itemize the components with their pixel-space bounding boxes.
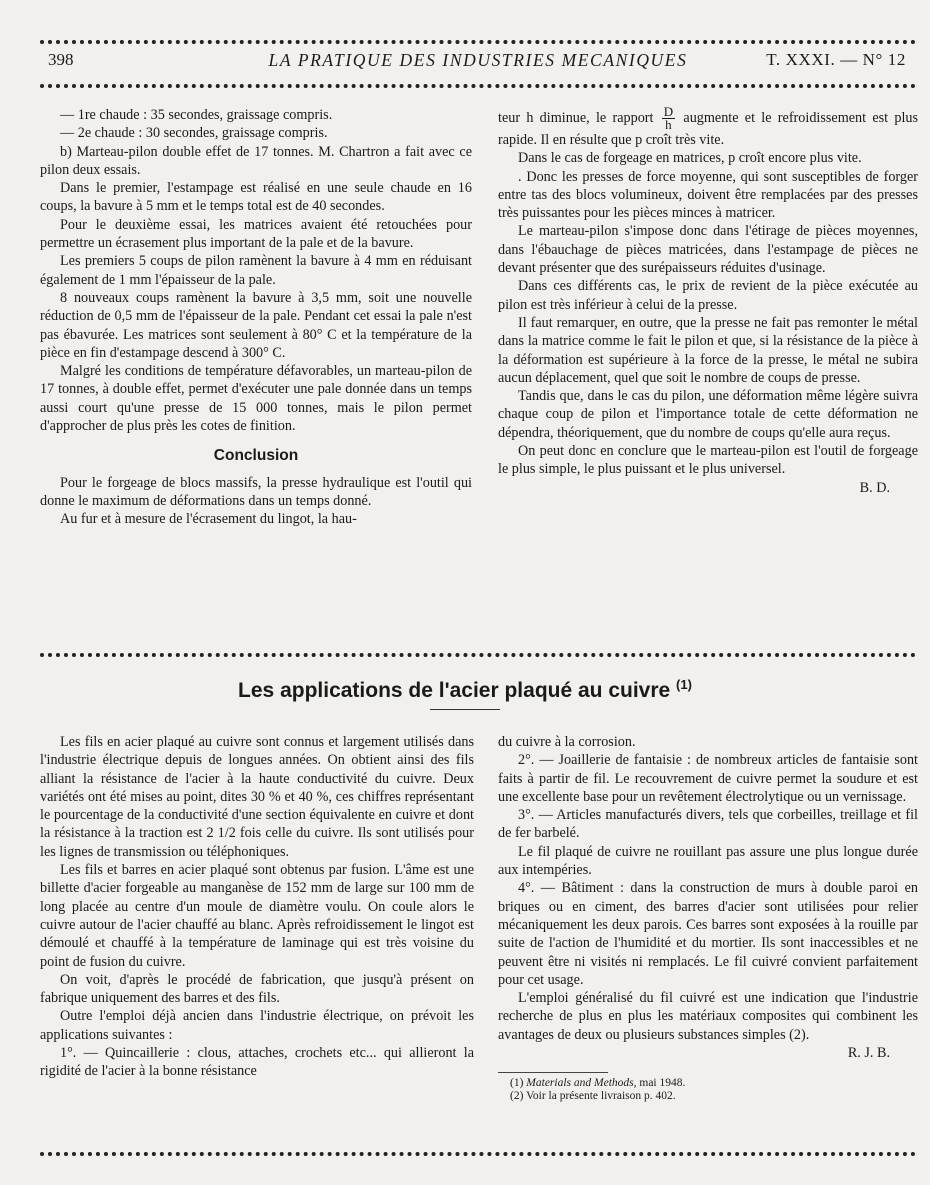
page-bottom-rule bbox=[40, 1152, 916, 1160]
paragraph: Au fur et à mesure de l'écrasement du lingot, la hau- bbox=[60, 511, 357, 528]
paragraph: Le fil plaqué de cuivre ne rouillant pas assure une plus longue durée aux intempéries. bbox=[498, 843, 918, 879]
page-header bbox=[40, 48, 916, 76]
article1-left-column bbox=[40, 106, 472, 529]
paragraph: . Donc les presses de force moyenne, qui sont susceptibles de forger entre tas des blocs volumineux, doivent être remplacées par des presses très puissantes pour les pièces minces à matricer. bbox=[498, 168, 918, 222]
page-number: 398 bbox=[48, 50, 74, 69]
title-footnote-mark: (1) bbox=[676, 677, 692, 692]
footnote-2: (2) Voir la présente livraison p. 402. bbox=[510, 1090, 676, 1103]
conclusion-heading: Conclusion bbox=[213, 447, 299, 465]
paragraph: Pour le deuxième essai, les matrices avaient été retouchées pour permettre un écrasement plus important de la pale et de la bavure. bbox=[40, 216, 472, 252]
volume-number: T. XXXI. — N° 12 bbox=[766, 50, 906, 69]
title-underline bbox=[430, 709, 500, 710]
signature: B. D. bbox=[859, 479, 890, 496]
ratio-fraction bbox=[662, 106, 675, 131]
paragraph: Les fils et barres en acier plaqué sont obtenus par fusion. L'âme est une billette d'acier forgeable au manganèse de 152 mm de large sur 100 mm de long placée au centre d'un moule de diamètre voulu. On coule alors le cuivre autour de l'acier chauffé au blanc. Après refroidissement le lingot est démoulé et chauffé à la température de laminage qui est très voisine du point de fusion du cuivre. bbox=[40, 862, 474, 970]
text-run: augmente et le refroidissement est plus rapide. Il en résulte que p croît très vite. bbox=[498, 109, 918, 148]
signature: R. J. B. bbox=[847, 1045, 890, 1062]
article2-title bbox=[0, 677, 930, 703]
footnote-rule bbox=[498, 1072, 608, 1073]
footnote-1-date: mai 1948. bbox=[639, 1077, 686, 1090]
paragraph: 2°. — Joaillerie de fantaisie : de nombreux articles de fantaisie sont faits à partir de fil. Le recouvrement de cuivre permet la soudure et est une excellente base pour un revêtement électrolytique ou un vernissage. bbox=[498, 752, 918, 805]
paragraph: Dans le cas de forgeage en matrices, p croît encore plus vite. bbox=[518, 150, 862, 167]
footnote-1-source: Materials and Methods, bbox=[526, 1077, 637, 1090]
paragraph: Les premiers 5 coups de pilon ramènent la bavure à 4 mm en réduisant également de 1 mm l'épaisseur de la pale. bbox=[40, 253, 472, 288]
paragraph: 3°. — Articles manufacturés divers, tels que corbeilles, treillage et fil de fer barbelé. bbox=[498, 807, 918, 842]
paragraph: 1°. — Quincaillerie : clous, attaches, crochets etc... qui allieront la rigidité de l'acier à la bonne résistance bbox=[40, 1045, 474, 1080]
paragraph: — 1re chaude : 35 secondes, graissage compris. bbox=[60, 107, 333, 123]
paragraph: Dans ces différents cas, le prix de revient de la pièce exécutée au pilon est très inférieur à celui de la presse. bbox=[498, 278, 918, 313]
paragraph: b) Marteau-pilon double effet de 17 tonnes. M. Chartron a fait avec ce pilon deux essais. bbox=[40, 143, 472, 178]
paragraph: Il faut remarquer, en outre, que la presse ne fait pas remonter le métal dans la matrice comme le fait le pilon et que, si la résistance de la pièce à la déformation est supérieure à la force de la presse, le métal ne subira aucun déplacement, quel que soit le nombre de coups de presse. bbox=[498, 314, 918, 386]
paragraph: Malgré les conditions de température défavorables, un marteau-pilon de 17 tonnes, à double effet, permet d'exécuter une pale donnée dans un temps aussi court qu'une presse de 15 000 tonnes, mais le pilon permet d'approcher de plus près les cotes de finition. bbox=[40, 363, 472, 435]
paragraph: 8 nouveaux coups ramènent la bavure à 3,5 mm, soit une nouvelle réduction de 0,5 mm de l'épaisseur de la pale. Pendant cet essai la pale n'est pas ébavurée. Les matrices sont seulement à 80° C et la température de la pièce en fin d'estampage descend à 300° C. bbox=[40, 289, 472, 361]
paragraph-with-fraction bbox=[498, 106, 918, 149]
paragraph: On peut donc en conclure que le marteau-pilon est l'outil de forgeage le plus simple, le plus puissant et le plus universel. bbox=[498, 443, 918, 478]
fraction-numerator: D bbox=[663, 104, 674, 119]
paragraph: du cuivre à la corrosion. bbox=[498, 734, 636, 750]
paragraph: Le marteau-pilon s'impose donc dans l'étirage de pièces moyennes, dans l'ébauchage de pièces matricées, dans l'estampage de pièces ne devant présenter que des surépaisseurs réduites d'usinage. bbox=[498, 223, 918, 277]
paragraph: Pour le forgeage de blocs massifs, la presse hydraulique est l'outil qui donne le maximum de déformations dans un temps donné. bbox=[40, 474, 472, 509]
article2-left-column bbox=[40, 733, 474, 1081]
paragraph: Les fils en acier plaqué au cuivre sont connus et largement utilisés dans l'industrie électrique depuis de longues années. On obtient ainsi des fils alliant la résistance de l'acier à la haute conductivité du cuivre. Deux variétés ont été mises au point, dites 30 % et 40 %, ces chiffres représentant le pourcentage de la conductivité d'une section équivalente en cuivre et dont la résistance à la traction est 2 1/2 fois celle du cuivre. Ils sont utilisés pour les lignes de transmission ou téléphoniques. bbox=[40, 734, 474, 860]
article2-right-column bbox=[498, 733, 918, 1103]
paragraph: Dans le premier, l'estampage est réalisé en une seule chaude en 16 coups, la bavure à 5 mm et le temps total est de 40 secondes. bbox=[40, 180, 472, 215]
paragraph: 4°. — Bâtiment : dans la construction de murs à double paroi en briques ou en ciment, des barres d'acier sont utilisées pour relier mécaniquement les deux parois. Ces barres sont exposées à la rouille par suite de l'action de l'humidité et du mortier. Ils sont inaccessibles et ne peuvent être ni visités ni remplacés. Le fil cuivré convient parfaitement pour cet usage. bbox=[498, 880, 918, 988]
paragraph: Tandis que, dans le cas du pilon, une déformation même légère suivra chaque coup de pilon et l'importance totale de cette déformation ne dépendra, théoriquement, que du nombre de coups qu'elle aura reçus. bbox=[498, 388, 918, 441]
article2-title-text: Les applications de l'acier plaqué au cuivre bbox=[238, 679, 671, 702]
header-bottom-rule bbox=[40, 84, 916, 92]
paragraph: L'emploi généralisé du fil cuivré est une indication que l'industrie recherche de plus en plus les matériaux composites qui combinent les avantages de deux ou plusieurs substances simples (2). bbox=[498, 990, 918, 1043]
header-top-rule bbox=[40, 40, 916, 48]
paragraph: On voit, d'après le procédé de fabrication, que jusqu'à présent on fabrique uniquement des barres et des fils. bbox=[40, 971, 474, 1007]
fraction-denominator: h bbox=[665, 117, 672, 132]
article1-right-column bbox=[498, 106, 918, 497]
footnote-1-mark: (1) bbox=[510, 1077, 524, 1090]
paragraph: — 2e chaude : 30 secondes, graissage compris. bbox=[60, 125, 328, 142]
paragraph: Outre l'emploi déjà ancien dans l'industrie électrique, on prévoit les applications suivantes : bbox=[40, 1008, 474, 1043]
footnote-1 bbox=[498, 1077, 918, 1090]
journal-title: LA PRATIQUE DES INDUSTRIES MECANIQUES bbox=[268, 50, 688, 70]
article-separator-rule bbox=[40, 653, 916, 661]
text-run: teur h diminue, le rapport bbox=[498, 109, 654, 126]
